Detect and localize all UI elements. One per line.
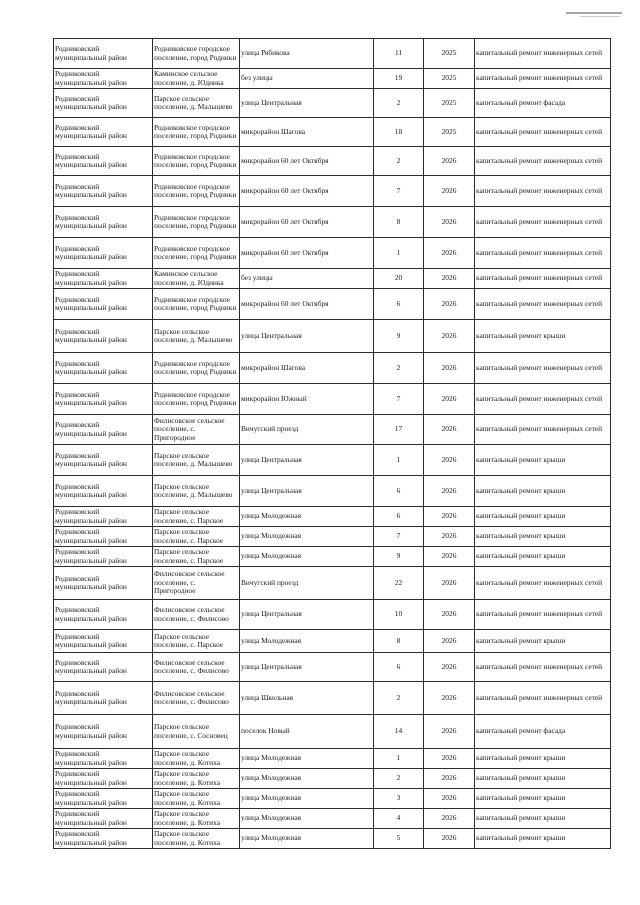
table-row [54, 445, 611, 476]
street-cell: улица Центральная [240, 476, 374, 507]
year-cell: 2026 [424, 207, 475, 238]
settlement-cell: Парское сельское поселение, д. Котиха [153, 829, 240, 849]
work-type-cell: капитальный ремонт крыши [475, 630, 611, 653]
table-row [54, 547, 611, 567]
year-cell: 2026 [424, 600, 475, 630]
district-cell: Родниковский муниципальный район [54, 567, 153, 600]
settlement-cell: Парское сельское поселение, д. Малышево [153, 476, 240, 507]
repair-schedule-body [54, 39, 611, 849]
settlement-cell: Родниковское городское поселение, город Родники [153, 176, 240, 207]
street-cell: улица Школьная [240, 682, 374, 715]
house-number-cell: 1 [374, 445, 424, 476]
year-cell: 2026 [424, 653, 475, 682]
street-cell: без улицы [240, 69, 374, 89]
house-number-cell: 8 [374, 630, 424, 653]
house-number-cell: 10 [374, 600, 424, 630]
year-cell: 2026 [424, 715, 475, 749]
table-row [54, 320, 611, 353]
year-cell: 2025 [424, 89, 475, 118]
work-type-cell: капитальный ремонт инженерных сетей [475, 39, 611, 69]
district-cell: Родниковский муниципальный район [54, 269, 153, 289]
street-cell: микрорайон Шагова [240, 353, 374, 384]
table-row [54, 715, 611, 749]
district-cell: Родниковский муниципальный район [54, 69, 153, 89]
street-cell: микрорайон 60 лет Октября [240, 147, 374, 176]
street-cell: микрорайон Южный [240, 384, 374, 415]
work-type-cell: капитальный ремонт инженерных сетей [475, 600, 611, 630]
settlement-cell: Родниковское городское поселение, город Родники [153, 384, 240, 415]
year-cell: 2026 [424, 789, 475, 809]
settlement-cell: Парское сельское поселение, д. Котиха [153, 809, 240, 829]
settlement-cell: Родниковское городское поселение, город Родники [153, 147, 240, 176]
work-type-cell: капитальный ремонт крыши [475, 789, 611, 809]
settlement-cell: Филисовское сельское поселение, с. Филисово [153, 682, 240, 715]
year-cell: 2026 [424, 567, 475, 600]
year-cell: 2026 [424, 527, 475, 547]
work-type-cell: капитальный ремонт инженерных сетей [475, 176, 611, 207]
district-cell: Родниковский муниципальный район [54, 147, 153, 176]
table-row [54, 682, 611, 715]
district-cell: Родниковский муниципальный район [54, 829, 153, 849]
year-cell: 2026 [424, 749, 475, 769]
house-number-cell: 6 [374, 507, 424, 527]
settlement-cell: Парское сельское поселение, д. Малышево [153, 445, 240, 476]
house-number-cell: 11 [374, 39, 424, 69]
district-cell: Родниковский муниципальный район [54, 476, 153, 507]
work-type-cell: капитальный ремонт крыши [475, 769, 611, 789]
street-cell: без улицы [240, 269, 374, 289]
settlement-cell: Парское сельское поселение, д. Котиха [153, 749, 240, 769]
house-number-cell: 8 [374, 207, 424, 238]
house-number-cell: 20 [374, 269, 424, 289]
street-cell: улица Молодежная [240, 749, 374, 769]
year-cell: 2026 [424, 547, 475, 567]
street-cell: Вичугский проезд [240, 567, 374, 600]
settlement-cell: Родниковское городское поселение, город Родники [153, 39, 240, 69]
settlement-cell: Родниковское городское поселение, город Родники [153, 207, 240, 238]
settlement-cell: Парское сельское поселение, д. Малышево [153, 89, 240, 118]
work-type-cell: капитальный ремонт фасада [475, 89, 611, 118]
settlement-cell: Парское сельское поселение, д. Котиха [153, 789, 240, 809]
house-number-cell: 17 [374, 415, 424, 445]
district-cell: Родниковский муниципальный район [54, 600, 153, 630]
work-type-cell: капитальный ремонт инженерных сетей [475, 69, 611, 89]
repair-schedule-table [53, 38, 611, 849]
table-row [54, 829, 611, 849]
house-number-cell: 4 [374, 809, 424, 829]
house-number-cell: 7 [374, 384, 424, 415]
table-row [54, 809, 611, 829]
district-cell: Родниковский муниципальный район [54, 118, 153, 147]
street-cell: улица Молодежная [240, 789, 374, 809]
year-cell: 2025 [424, 39, 475, 69]
settlement-cell: Филисовское сельское поселение, с. Филисово [153, 600, 240, 630]
district-cell: Родниковский муниципальный район [54, 682, 153, 715]
table-row [54, 147, 611, 176]
house-number-cell: 5 [374, 829, 424, 849]
year-cell: 2026 [424, 384, 475, 415]
settlement-cell: Каминское сельское поселение, д. Юдинка [153, 69, 240, 89]
scan-corner-mark [580, 16, 620, 17]
district-cell: Родниковский муниципальный район [54, 415, 153, 445]
scan-corner-mark [566, 12, 622, 14]
house-number-cell: 2 [374, 89, 424, 118]
table-row [54, 749, 611, 769]
year-cell: 2026 [424, 353, 475, 384]
table-row [54, 567, 611, 600]
street-cell: микрорайон 60 лет Октября [240, 289, 374, 320]
work-type-cell: капитальный ремонт фасада [475, 715, 611, 749]
table-row [54, 600, 611, 630]
work-type-cell: капитальный ремонт крыши [475, 749, 611, 769]
street-cell: поселок Новый [240, 715, 374, 749]
table-row [54, 39, 611, 69]
street-cell: микрорайон 60 лет Октября [240, 238, 374, 269]
work-type-cell: капитальный ремонт инженерных сетей [475, 415, 611, 445]
table-row [54, 118, 611, 147]
district-cell: Родниковский муниципальный район [54, 789, 153, 809]
table-row [54, 269, 611, 289]
house-number-cell: 6 [374, 476, 424, 507]
street-cell: улица Центральная [240, 653, 374, 682]
house-number-cell: 19 [374, 69, 424, 89]
street-cell: улица Молодежная [240, 630, 374, 653]
year-cell: 2026 [424, 630, 475, 653]
settlement-cell: Родниковское городское поселение, город Родники [153, 238, 240, 269]
table-row [54, 69, 611, 89]
year-cell: 2026 [424, 476, 475, 507]
settlement-cell: Филисовское сельское поселение, с. Филисово [153, 653, 240, 682]
district-cell: Родниковский муниципальный район [54, 445, 153, 476]
year-cell: 2026 [424, 269, 475, 289]
settlement-cell: Родниковское городское поселение, город Родники [153, 353, 240, 384]
street-cell: микрорайон 60 лет Октября [240, 207, 374, 238]
street-cell: Вичугский проезд [240, 415, 374, 445]
year-cell: 2026 [424, 289, 475, 320]
district-cell: Родниковский муниципальный район [54, 89, 153, 118]
house-number-cell: 9 [374, 547, 424, 567]
district-cell: Родниковский муниципальный район [54, 527, 153, 547]
settlement-cell: Родниковское городское поселение, город Родники [153, 289, 240, 320]
settlement-cell: Парское сельское поселение, д. Малышево [153, 320, 240, 353]
settlement-cell: Парское сельское поселение, с. Парское [153, 527, 240, 547]
house-number-cell: 7 [374, 176, 424, 207]
year-cell: 2026 [424, 176, 475, 207]
year-cell: 2025 [424, 69, 475, 89]
table-row [54, 384, 611, 415]
district-cell: Родниковский муниципальный район [54, 207, 153, 238]
street-cell: улица Молодежная [240, 769, 374, 789]
settlement-cell: Филисовское сельское поселение, с. Пригородное [153, 567, 240, 600]
street-cell: улица Рябикова [240, 39, 374, 69]
street-cell: микрорайон 60 лет Октября [240, 176, 374, 207]
table-row [54, 769, 611, 789]
street-cell: улица Центральная [240, 89, 374, 118]
work-type-cell: капитальный ремонт инженерных сетей [475, 207, 611, 238]
district-cell: Родниковский муниципальный район [54, 769, 153, 789]
street-cell: улица Центральная [240, 320, 374, 353]
district-cell: Родниковский муниципальный район [54, 39, 153, 69]
year-cell: 2026 [424, 769, 475, 789]
work-type-cell: капитальный ремонт инженерных сетей [475, 384, 611, 415]
work-type-cell: капитальный ремонт крыши [475, 809, 611, 829]
house-number-cell: 2 [374, 353, 424, 384]
house-number-cell: 1 [374, 238, 424, 269]
year-cell: 2026 [424, 445, 475, 476]
work-type-cell: капитальный ремонт инженерных сетей [475, 353, 611, 384]
table-row [54, 630, 611, 653]
table-row [54, 476, 611, 507]
year-cell: 2026 [424, 238, 475, 269]
work-type-cell: капитальный ремонт крыши [475, 476, 611, 507]
district-cell: Родниковский муниципальный район [54, 547, 153, 567]
year-cell: 2026 [424, 320, 475, 353]
work-type-cell: капитальный ремонт инженерных сетей [475, 289, 611, 320]
street-cell: улица Центральная [240, 600, 374, 630]
district-cell: Родниковский муниципальный район [54, 507, 153, 527]
house-number-cell: 2 [374, 682, 424, 715]
street-cell: улица Молодежная [240, 507, 374, 527]
work-type-cell: капитальный ремонт крыши [475, 320, 611, 353]
work-type-cell: капитальный ремонт инженерных сетей [475, 682, 611, 715]
work-type-cell: капитальный ремонт инженерных сетей [475, 238, 611, 269]
work-type-cell: капитальный ремонт инженерных сетей [475, 653, 611, 682]
district-cell: Родниковский муниципальный район [54, 320, 153, 353]
district-cell: Родниковский муниципальный район [54, 176, 153, 207]
district-cell: Родниковский муниципальный район [54, 749, 153, 769]
district-cell: Родниковский муниципальный район [54, 653, 153, 682]
table-row [54, 653, 611, 682]
work-type-cell: капитальный ремонт инженерных сетей [475, 147, 611, 176]
table-row [54, 527, 611, 547]
house-number-cell: 2 [374, 769, 424, 789]
settlement-cell: Парское сельское поселение, д. Котиха [153, 769, 240, 789]
work-type-cell: капитальный ремонт крыши [475, 507, 611, 527]
year-cell: 2026 [424, 147, 475, 176]
work-type-cell: капитальный ремонт инженерных сетей [475, 118, 611, 147]
settlement-cell: Парское сельское поселение, с. Парское [153, 630, 240, 653]
district-cell: Родниковский муниципальный район [54, 630, 153, 653]
house-number-cell: 14 [374, 715, 424, 749]
year-cell: 2026 [424, 682, 475, 715]
street-cell: улица Молодежная [240, 829, 374, 849]
settlement-cell: Парское сельское поселение, с. Парское [153, 547, 240, 567]
table-row [54, 176, 611, 207]
district-cell: Родниковский муниципальный район [54, 384, 153, 415]
district-cell: Родниковский муниципальный район [54, 715, 153, 749]
house-number-cell: 6 [374, 289, 424, 320]
table-row [54, 789, 611, 809]
house-number-cell: 9 [374, 320, 424, 353]
table-row [54, 415, 611, 445]
street-cell: улица Молодежная [240, 547, 374, 567]
table-row [54, 289, 611, 320]
district-cell: Родниковский муниципальный район [54, 809, 153, 829]
street-cell: улица Центральная [240, 445, 374, 476]
work-type-cell: капитальный ремонт крыши [475, 527, 611, 547]
district-cell: Родниковский муниципальный район [54, 289, 153, 320]
settlement-cell: Каминское сельское поселение, д. Юдинка [153, 269, 240, 289]
district-cell: Родниковский муниципальный район [54, 353, 153, 384]
district-cell: Родниковский муниципальный район [54, 238, 153, 269]
work-type-cell: капитальный ремонт крыши [475, 445, 611, 476]
street-cell: улица Молодежная [240, 809, 374, 829]
settlement-cell: Парское сельское поселение, с. Парское [153, 507, 240, 527]
year-cell: 2026 [424, 415, 475, 445]
work-type-cell: капитальный ремонт крыши [475, 829, 611, 849]
table-row [54, 507, 611, 527]
year-cell: 2026 [424, 507, 475, 527]
street-cell: улица Молодежная [240, 527, 374, 547]
settlement-cell: Филисовское сельское поселение, с. Пригородное [153, 415, 240, 445]
work-type-cell: капитальный ремонт инженерных сетей [475, 567, 611, 600]
street-cell: микрорайон Шагова [240, 118, 374, 147]
work-type-cell: капитальный ремонт крыши [475, 547, 611, 567]
house-number-cell: 2 [374, 147, 424, 176]
house-number-cell: 6 [374, 653, 424, 682]
house-number-cell: 7 [374, 527, 424, 547]
table-row [54, 238, 611, 269]
house-number-cell: 22 [374, 567, 424, 600]
year-cell: 2025 [424, 118, 475, 147]
work-type-cell: капитальный ремонт инженерных сетей [475, 269, 611, 289]
year-cell: 2026 [424, 829, 475, 849]
table-row [54, 89, 611, 118]
house-number-cell: 18 [374, 118, 424, 147]
year-cell: 2026 [424, 809, 475, 829]
settlement-cell: Парское сельское поселение, с. Сосновец [153, 715, 240, 749]
house-number-cell: 1 [374, 749, 424, 769]
settlement-cell: Родниковское городское поселение, город Родники [153, 118, 240, 147]
house-number-cell: 3 [374, 789, 424, 809]
table-row [54, 207, 611, 238]
table-row [54, 353, 611, 384]
